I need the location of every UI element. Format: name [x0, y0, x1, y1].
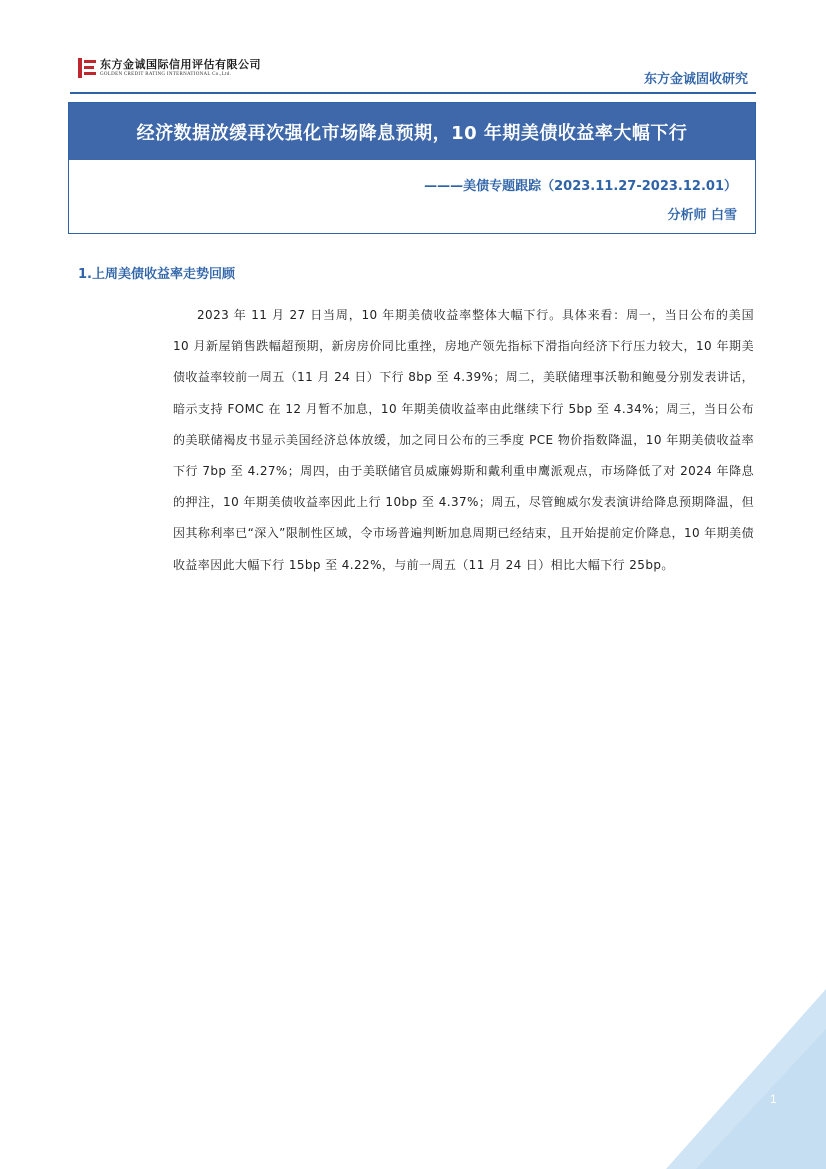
logo-chinese-name: 东方金诚国际信用评估有限公司 — [100, 57, 261, 71]
company-logo — [78, 58, 261, 78]
report-title: 经济数据放缓再次强化市场降息预期，10 年期美债收益率大幅下行 — [136, 122, 688, 144]
header-divider — [70, 92, 756, 94]
logo-mark-icon — [78, 58, 96, 78]
title-band — [69, 103, 755, 160]
research-brand: 东方金诚固收研究 — [643, 72, 748, 87]
body-text — [173, 300, 754, 581]
analyst-name: 分析师 白雪 — [667, 208, 737, 223]
page-number: 1 — [770, 1092, 777, 1106]
page-header — [0, 0, 826, 100]
report-subtitle: ———美债专题跟踪（2023.11.27-2023.12.01） — [424, 179, 737, 194]
title-box — [68, 102, 756, 234]
logo-english-name: GOLDEN CREDIT RATING INTERNATIONAL Co.,Ltd. — [100, 71, 232, 77]
section-heading: 1.上周美债收益率走势回顾 — [78, 267, 235, 282]
corner-decoration — [666, 989, 826, 1169]
body-paragraph: 2023 年 11 月 27 日当周，10 年期美债收益率整体大幅下行。具体来看：周一，当日公布的美国 10 月新屋销售跌幅超预期，新房房价同比重挫，房地产领先指标下滑指向经济下行压力较大，10 年期美债收益率较前一周五（11 月 24 日）下行 8bp 至 4.39%；周二，美联储理事沃勒和鲍曼分别发表讲话，暗示支持 FOMC 在 12 月暂不加息，10 年期美债收益率由此继续下行 5bp 至 4.34%；周三，当日公布的美联储褐皮书显示美国经济总体放缓，加之同日公布的三季度 PCE 物价指数降温，10 年期美债收益率下行 7bp 至 4.27%；周四，由于美联储官员威廉姆斯和戴利重申鹰派观点，市场降低了对 2024 年降息的押注，10 年期美债收益率因此上行 10bp 至 4.37%；周五，尽管鲍威尔发表演讲给降息预期降温，但因其称利率已“深入”限制性区域，令市场普遍判断加息周期已经结束，且开始提前定价降息，10 年期美债收益率因此大幅下行 15bp 至 4.22%，与前一周五（11 月 24 日）相比大幅下行 25bp。 — [173, 308, 754, 572]
